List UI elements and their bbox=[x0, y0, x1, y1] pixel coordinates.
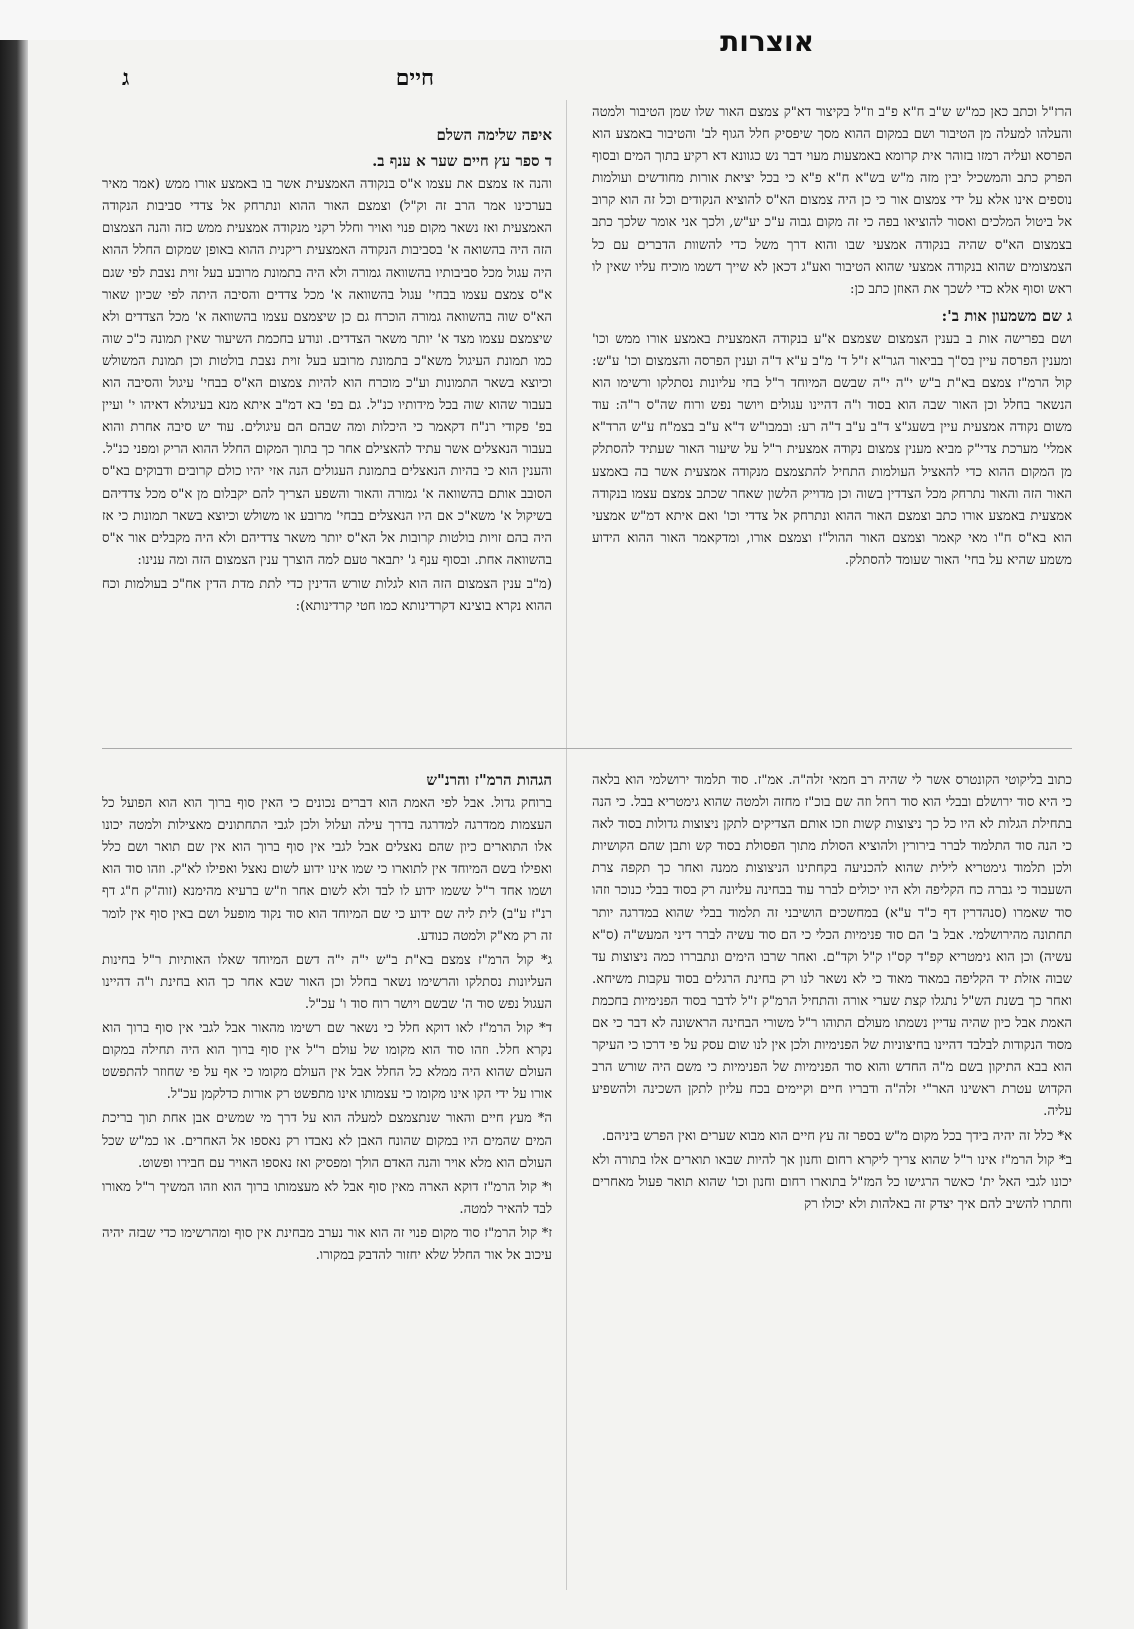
note-paragraph: ו* קול הרמ"ז דוקא הארה מאין סוף אבל לא מעצמותו ברוך הוא וזהו המשיך ר"ל מאורו לבד להאיר למטה. bbox=[102, 1179, 552, 1217]
note-paragraph: ז* קול הרמ"ז סוד מקום פנוי זה הוא אור נערב מבחינת אין סוף ומהרשימו כדי שבזה יהיה עיכוב אל אור החלל שלא יחזור להדבק במקורו. bbox=[102, 1225, 552, 1263]
note-paragraph: ד* קול הרמ"ז לאו דוקא חלל כי נשאר שם רשימו מהאור אבל לגבי אין סוף ברוך הוא נקרא חלל. וזהו סוד הוא מקומו של עולם ר"ל אין סוף ברוך הוא היה תחילה במקום העולם שהוא היה ממלא כל החלל אבל אין העולם מקומו כי אף על פי שחוזר להתפשט אורו על ידי הקו אינו מקומו כי עצמותו אינו מתפשט רק אורות כדלקמן עכ"ל. bbox=[102, 1021, 552, 1103]
paragraph: כתוב בליקוטי הקונטרס אשר לי שהיה רב חמאי זלה"ה. אמ"ז. סוד תלמוד ירושלמי הוא בלאה כי היא סוד ירושלם ובבלי הוא סוד רחל וזה שם בוכ"ז מחזה ולמטה שהוא גימטריא בבל. כי הנה בתחילת הגלות לא היו כל כך ניצוצות קשות וזכו אותם הצדיקים לתקן ניצוצות גדולות בסוד לאה כי הנה סוד התלמוד לברר בירורין ולהוציא הסולת מתוך הפסולת בסוד קש ותבן שהם הקושיות ולכן תלמוד גימטריא לילית שהוא להכניעה בקחתינו הניצוצות ממנה ואחר כך תקפה צרת השעבוד כי גברה כח הקליפה ולא היו יכולים לברר עוד בבחינה עליונה רק בסוד בבלי כנוכר וזהו סוד שאמרו (סנהדרין דף כ"ד ע"א) במחשכים הושיבני זה תלמוד בבלי שהוא במדרגה יותר תחתונה מהירושלמי. אבל ב' הם סוד פנימיות הכלי כי הם סוד עשיה לברר דיני המעש"ה (ס"א עשיה) וכן הוא גימטריא קפ"ד קס"ו ק"ל וקד"ם. ואחר שרבו הימים ונתבררו כמה ניצוצות עד שבוה אזלת יד הקליפה במאוד מאוד כי לא נשאר לנו רק בחינת הרגלים בסוד עקבות משיחא. ואחר כך בשנת הש"ל נתגלו קצת שערי אורה והתחיל הרמ"ק ז"ל לדבר בסוד הפנימיות בחכמת האמת אבל כיון שהיה עדיין נשמתו מעולם התוהו ר"ל משורי הבחינה הראשונה לא דבר כי אם מסוד הנקודות לבלבד דהיינו בחיצוניות של הפנימיות ולכן אין לנו שום עסק על פי דרכו כי העיקר הוא בבא התיקון בשם מ"ה החדש והוא סוד הפנימיות של הפנימיות כי משם היה שורש הרב הקדוש עטרת ראשינו האר"י זלה"ה ודבריו חיים וקיימים בכח עליון לתקן השכינה ולהשפיע עליה. bbox=[592, 773, 1072, 1120]
right-column-top bbox=[592, 102, 1072, 742]
note-paragraph: ה* מעץ חיים והאור שנתצמצם למעלה הוא על דרך מי שמשים אבן אחת תוך בריכת המים שהמים היו במקום שהונח האבן לא נאבדו רק נאספו אל האחרים. או כמ"ש שכל העולם הוא מלא אויר והנה האדם הולך ומפסיק ואז נאספו האויר עם חבירו ופשוט. bbox=[102, 1111, 552, 1171]
note-paragraph: א* כלל זה יהיה בידך בכל מקום מ"ש בספר זה עץ חיים הוא מבוא שערים ואין הפרש ביניהם. bbox=[601, 1128, 1072, 1144]
note-paragraph: ג* קול הרמ"ז צמצם בא"ת ב"ש י"ה י"ה דשם המיוחד שאלו האותיות ר"ל בחינות העליונות נסתלקו והרשימו נשאר בחלל וכן האור שבא אחר כך הוא בחינת ו"ה דהיינו העגול נפש סוד ה' שבשם ויושר רוח סוד ו' עכ"ל. bbox=[102, 952, 552, 1012]
right-column-bottom bbox=[592, 770, 1072, 1590]
left-column-bottom bbox=[102, 765, 552, 1565]
page-letter: ג bbox=[122, 65, 130, 91]
section-heading: ד ספר עץ חיים שער א ענף ב. bbox=[372, 152, 552, 171]
section-title: חיים bbox=[395, 65, 434, 91]
paragraph: ושם בפרישה אות ב בענין הצמצום שצמצם א"ע בנקודה האמצעית באמצע אורו ממש וכו' ומענין הפרסה עיין בס"ך בביאור הגר"א ז"ל ד' מ"ב ע"א ד"ה וענין הפרסה והצמצום וכו' ע"ש: קול הרמ"ז צמצם בא"ת ב"ש י"ה י"ה שבשם המיוחד ר"ל בחי עליונות נסתלקו ורשימו הוא הנשאר בחלל וכן האור שבה הוא בסוד ו"ה דהיינו עגולים ויושר נפש ורוח שה"ס ר"ה: עוד משום נקודה אמצעית עיין בשעג"צ ד"ב ע"ב ד"ה רע: ובמבו"ש ד"א ע"ב בצמ"ח ע"ש הרד"א אמלי' מערכת צדי"ק מביא מענין צמצום נקודה אמצעית ר"ל על שיעור האור שעתיד להסתלק מן המקום ההוא כדי להאציל העולמות התחיל להתצמצם מנקודה אמצעית אשר בה באמצע האור הזה והאור נתרחק מכל הצדדין בשוה וכן מדוייק הלשון שאחר שכתב צמצם עצמו בנקודה אמצעית באמצע אורו כתב וצמצם האור ההוא ונתרחק אל צדדי וכו' ואם איתא דמ"ש אמצעי הוא בא"ס ח"ו מאי קאמר וצמצם האור ההול"ז וצמצם אורו, ומדקאמר האור ההוא הידוע משמע שהיא על בחי' האור שעומד להסתלק. bbox=[592, 331, 1072, 568]
paragraph: (מ"ב ענין הצמצום הזה הוא לגלות שורש הדינין כדי לתת מדת הדין אח"כ בעולמות וכח ההוא נקרא בוצינא דקרדינותא כמו חטי קרדינותא): bbox=[102, 576, 552, 614]
running-head: אוצרות bbox=[720, 25, 814, 58]
source-label: איפה שלימה השלם bbox=[436, 126, 552, 144]
left-column-top bbox=[102, 120, 552, 720]
column-divider bbox=[566, 100, 567, 1590]
paragraph: והנה אז צמצם את עצמו א"ס בנקודה האמצעית אשר בו באמצע אורו ממש (אמר מאיר בערכינו אמר הרב זה וק"ל) וצמצם האור ההוא ונתרחק אל צדדי סביבות הנקודה האמצעית ואז נשאר מקום פנוי ואויר וחלל רקני מנקודה אמצעית ממש כזה והנה הצמצום הזה היה בהשואה א' בסביבות הנקודה האמצעית ריקנית ההוא באופן שמקום החלל ההוא היה עגול מכל סביבותיו בהשוואה גמורה ולא היה בתמונת מרובע בעל זוית נצבת לפי שגם א"ס צמצם עצמו בבחי' עגול בהשוואה א' מכל צדדים והסיבה היתה לפי שכיון שאור הא"ס שוה בהשוואה גמורה הוכרח גם כן שיצמצם עצמו בהשוואה א' מכל הצדדים ולא שיצמצם עצמו מצד א' יותר משאר הצדדים. ונודע בחכמת השיעור שאין תמונה כ"כ שוה כמו תמונת העיגול משא"כ בתמונת מרובע בעל זוית נצבת בולטות וכן תמונת המשולש וכיוצא בשאר התמונות וע"כ מוכרח הוא להיות צמצום הא"ס בבחי' עיגול והסיבה הוא בעבור שהוא שוה בכל מידותיו כנ"ל. גם בפ' בא דמ"ב איתא מנא בעיגולא דאיהו י' ועיין בפ' פקודי רנ"ח דקאמר כי היכלות ומה שבהם הם עיגולים. עוד יש סיבה אחרת והוא בעבור הנאצלים אשר עתיד להאצילם אחר כך בתוך המקום החלל ההוא הריק ומפני כנ"ל. והענין הוא כי בהיות הנאצלים בתמונת העגולים הנה אזי יהיו כולם קרובים ודבוקים בא"ס הסובב אותם בהשוואה א' גמורה והאור והשפע הצריך להם יקבלום מן א"ס מכל צדדיהם בשיקול א' משא"כ אם היו הנאצלים בבחי' מרובע או משולש וכיוצא בשאר תמונות כי אז היה בהם זויות בולטות קרובות אל הא"ס יותר משאר צדדיהם ולא היה מקבלים אור א"ס בהשוואה אחת. ובסוף ענף ג' יתבאר טעם למה הוצרך ענין הצמצום הזה ומה ענינו: bbox=[102, 177, 552, 568]
section-heading: ג שם משמעון אות ב': bbox=[941, 306, 1072, 325]
paragraph: ברוחק גדול. אבל לפי האמת הוא דברים נכונים כי האין סוף ברוך הוא הוא הפועל כל העצמות ממדרגה למדרגה בדרך עילה ועלול ולכן לגבי התחתונים מאצילות ולמטה יכונו אלו התוארים כיון שהם נאצלים אבל לגבי אין סוף ברוך הוא אין שם תואר ושם כלל ואפילו בשם המיוחד אין לתוארו כי שמו אינו ידוע לשום נאצל ואפילו לא"ק. וזהו סוד הוא ושמו אחד ר"ל ששמו ידוע לו לבד ולא לשום אחר וז"ש ברעיא מהימנא (זוה"ק ח"ג דף רנ"ז ע"ב) לית ליה שם ידוע כי שם המיוחד הוא סוד נקוד מופעל ושם באין סוף אין לומר זה רק מא"ק ולמטה כנודע. bbox=[102, 796, 552, 944]
note-paragraph: ב* קול הרמ"ז אינו ר"ל שהוא צריך ליקרא רחום וחנון אך להיות שבאו תוארים אלו בתורה ולא יכונו לגבי האל ית' כאשר הרגישו כל המז"ל בתוארו רחום וחנון וכו' שהוא תואר פעול מאחרים וחתרו להשיב להם איך יצדק זה באלהות ולא יכולו רק bbox=[592, 1152, 1072, 1212]
page-top-margin bbox=[0, 0, 1134, 40]
book-spine-edge bbox=[0, 40, 28, 1629]
section-divider bbox=[102, 748, 1072, 749]
paragraph: הרז"ל וכתב כאן כמ"ש ש"ב ח"א פ"ב וז"ל בקיצור דא"ק צמצם האור שלו שמן הטיבור ולמטה והעלהו למעלה מן הטיבור ושם במקום ההוא מסך שיפסיק חלל הגוף לב' והטיבור באמצע הוא הפרסא ועליה רמזו בזוהר אית קרומא באמצעות מעוי דבר נש כגוונא דא רקיע בתוך המים ובסוף הפרק כתב והמשכיל יבין מזה מ"ש בש"א ח"א פ"א כי בכל יציאת אורות מחודשים ועולמות נוספים אינו אלא על ידי צמצום אור כי כן היה צמצום הא"ס להוציא הנקודים וכל זה הוא קרוב אל ביטול המלכים ואסור להוציאו בפה כי זה מקום גבוה ע"כ יע"ש, ולכך אני אומר שלכך כתב בצמצום הא"ס שהיה בנקודה אמצעי שבו והוא דרך משל כדי להשוות הדברים עם כל הצמצומים שהוא בנקודה אמצעי שהוא הטיבור ואע"ג דכאן לא שייך דשמו מוכיח עליו שאין לו ראש וסוף אלא כדי לשכך את האוזן כתב כן: bbox=[592, 105, 1072, 297]
notes-title: הגהות הרמ"ז והרנ"ש bbox=[426, 771, 552, 789]
